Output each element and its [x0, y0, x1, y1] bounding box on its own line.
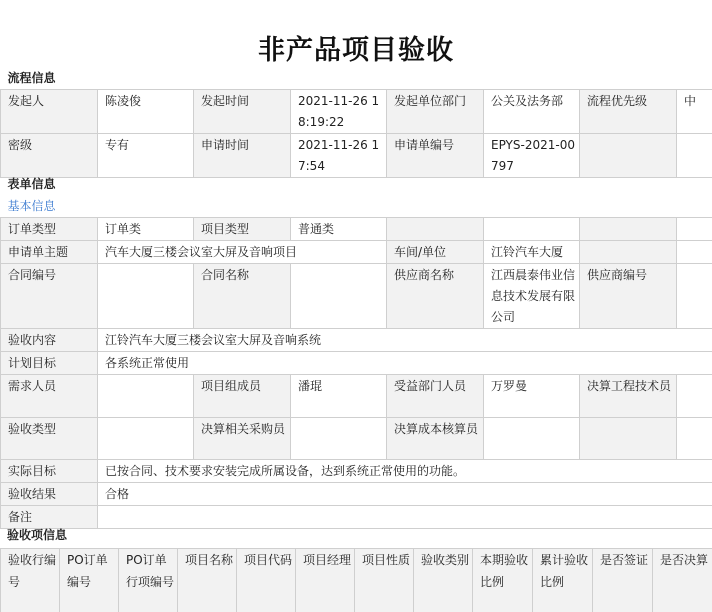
order-type-value: 订单类: [98, 218, 194, 241]
final-cost-value: [484, 418, 580, 460]
empty-cell: [580, 218, 677, 241]
beneficiary-value: 万罗曼: [484, 375, 580, 418]
column-header: 本期验收比例: [473, 549, 533, 612]
supplier-label: 供应商名称: [387, 264, 484, 329]
apply-time-label: 申请时间: [194, 134, 291, 178]
secret-value: 专有: [98, 134, 194, 178]
priority-label: 流程优先级: [580, 90, 677, 134]
acceptance-type-label: 验收类型: [1, 418, 98, 460]
empty-cell: [580, 134, 677, 178]
subject-label: 申请单主题: [1, 241, 98, 264]
final-buyer-value: [291, 418, 387, 460]
final-cost-label: 决算成本核算员: [387, 418, 484, 460]
supplier-no-label: 供应商编号: [580, 264, 677, 329]
supplier-value: 江西晨泰伟业信息技术发展有限公司: [484, 264, 580, 329]
workshop-value: 江铃汽车大厦: [484, 241, 580, 264]
column-header: 是否决算: [653, 549, 712, 612]
order-type-label: 订单类型: [1, 218, 98, 241]
team-value: 潘琨: [291, 375, 387, 418]
column-header: 项目经理: [296, 549, 355, 612]
page-title: 非产品项目验收: [258, 35, 454, 66]
result-label: 验收结果: [1, 483, 98, 506]
demand-value: [98, 375, 194, 418]
final-engineer-label: 决算工程技术员: [580, 375, 677, 418]
column-header: 项目代码: [237, 549, 296, 612]
content-label: 验收内容: [1, 329, 98, 352]
plan-value: 各系统正常使用: [98, 352, 712, 375]
initiate-time-value: 2021-11-26 18:19:22: [291, 90, 387, 134]
empty-cell: [580, 241, 677, 264]
contract-no-label: 合同编号: [1, 264, 98, 329]
demand-label: 需求人员: [1, 375, 98, 418]
empty-cell: [580, 418, 677, 460]
initiate-time-label: 发起时间: [194, 90, 291, 134]
process-section-title: 流程信息: [7, 71, 56, 85]
content-value: 江铃汽车大厦三楼会议室大屏及音响系统: [98, 329, 712, 352]
empty-cell: [387, 218, 484, 241]
apply-time-value: 2021-11-26 17:54: [291, 134, 387, 178]
dept-value: 公关及法务部: [484, 90, 580, 134]
initiator-label: 发起人: [1, 90, 98, 134]
empty-cell: [677, 218, 712, 241]
process-info-table: [0, 67, 712, 178]
apply-no-value: EPYS-2021-00797: [484, 134, 580, 178]
column-header: 项目名称: [178, 549, 237, 612]
final-buyer-label: 决算相关采购员: [194, 418, 291, 460]
initiator-value: 陈凌俊: [98, 90, 194, 134]
project-type-value: 普通类: [291, 218, 387, 241]
form-info-table: [0, 173, 712, 529]
acceptance-items-table: [0, 548, 712, 612]
secret-label: 密级: [1, 134, 98, 178]
remark-value: [98, 506, 712, 529]
empty-cell: [484, 218, 580, 241]
contract-name-value: [291, 264, 387, 329]
actual-value: 已按合同、技术要求安装完成所属设备，达到系统正常使用的功能。: [98, 460, 712, 483]
column-header: 是否签证: [593, 549, 653, 612]
items-section-title: 验收项信息: [7, 528, 68, 542]
supplier-no-value: [677, 264, 712, 329]
plan-label: 计划目标: [1, 352, 98, 375]
apply-no-label: 申请单编号: [387, 134, 484, 178]
result-value: 合格: [98, 483, 712, 506]
basic-info-link[interactable]: 基本信息: [7, 199, 56, 213]
column-header: 项目性质: [355, 549, 414, 612]
empty-cell: [677, 418, 712, 460]
priority-value: 中: [677, 90, 712, 134]
dept-label: 发起单位部门: [387, 90, 484, 134]
project-type-label: 项目类型: [194, 218, 291, 241]
contract-name-label: 合同名称: [194, 264, 291, 329]
remark-label: 备注: [1, 506, 98, 529]
final-engineer-value: [677, 375, 712, 418]
column-header: 验收行编号: [1, 549, 60, 612]
contract-no-value: [98, 264, 194, 329]
workshop-label: 车间/单位: [387, 241, 484, 264]
subject-value: 汽车大厦三楼会议室大屏及音响项目: [98, 241, 387, 264]
empty-cell: [677, 241, 712, 264]
column-header: 验收类别: [414, 549, 473, 612]
column-header: PO订单编号: [60, 549, 119, 612]
empty-cell: [677, 134, 712, 178]
form-section-title: 表单信息: [7, 177, 56, 191]
column-header: 累计验收比例: [533, 549, 593, 612]
acceptance-type-value: [98, 418, 194, 460]
beneficiary-label: 受益部门人员: [387, 375, 484, 418]
column-header: PO订单行项编号: [119, 549, 178, 612]
actual-label: 实际目标: [1, 460, 98, 483]
team-label: 项目组成员: [194, 375, 291, 418]
